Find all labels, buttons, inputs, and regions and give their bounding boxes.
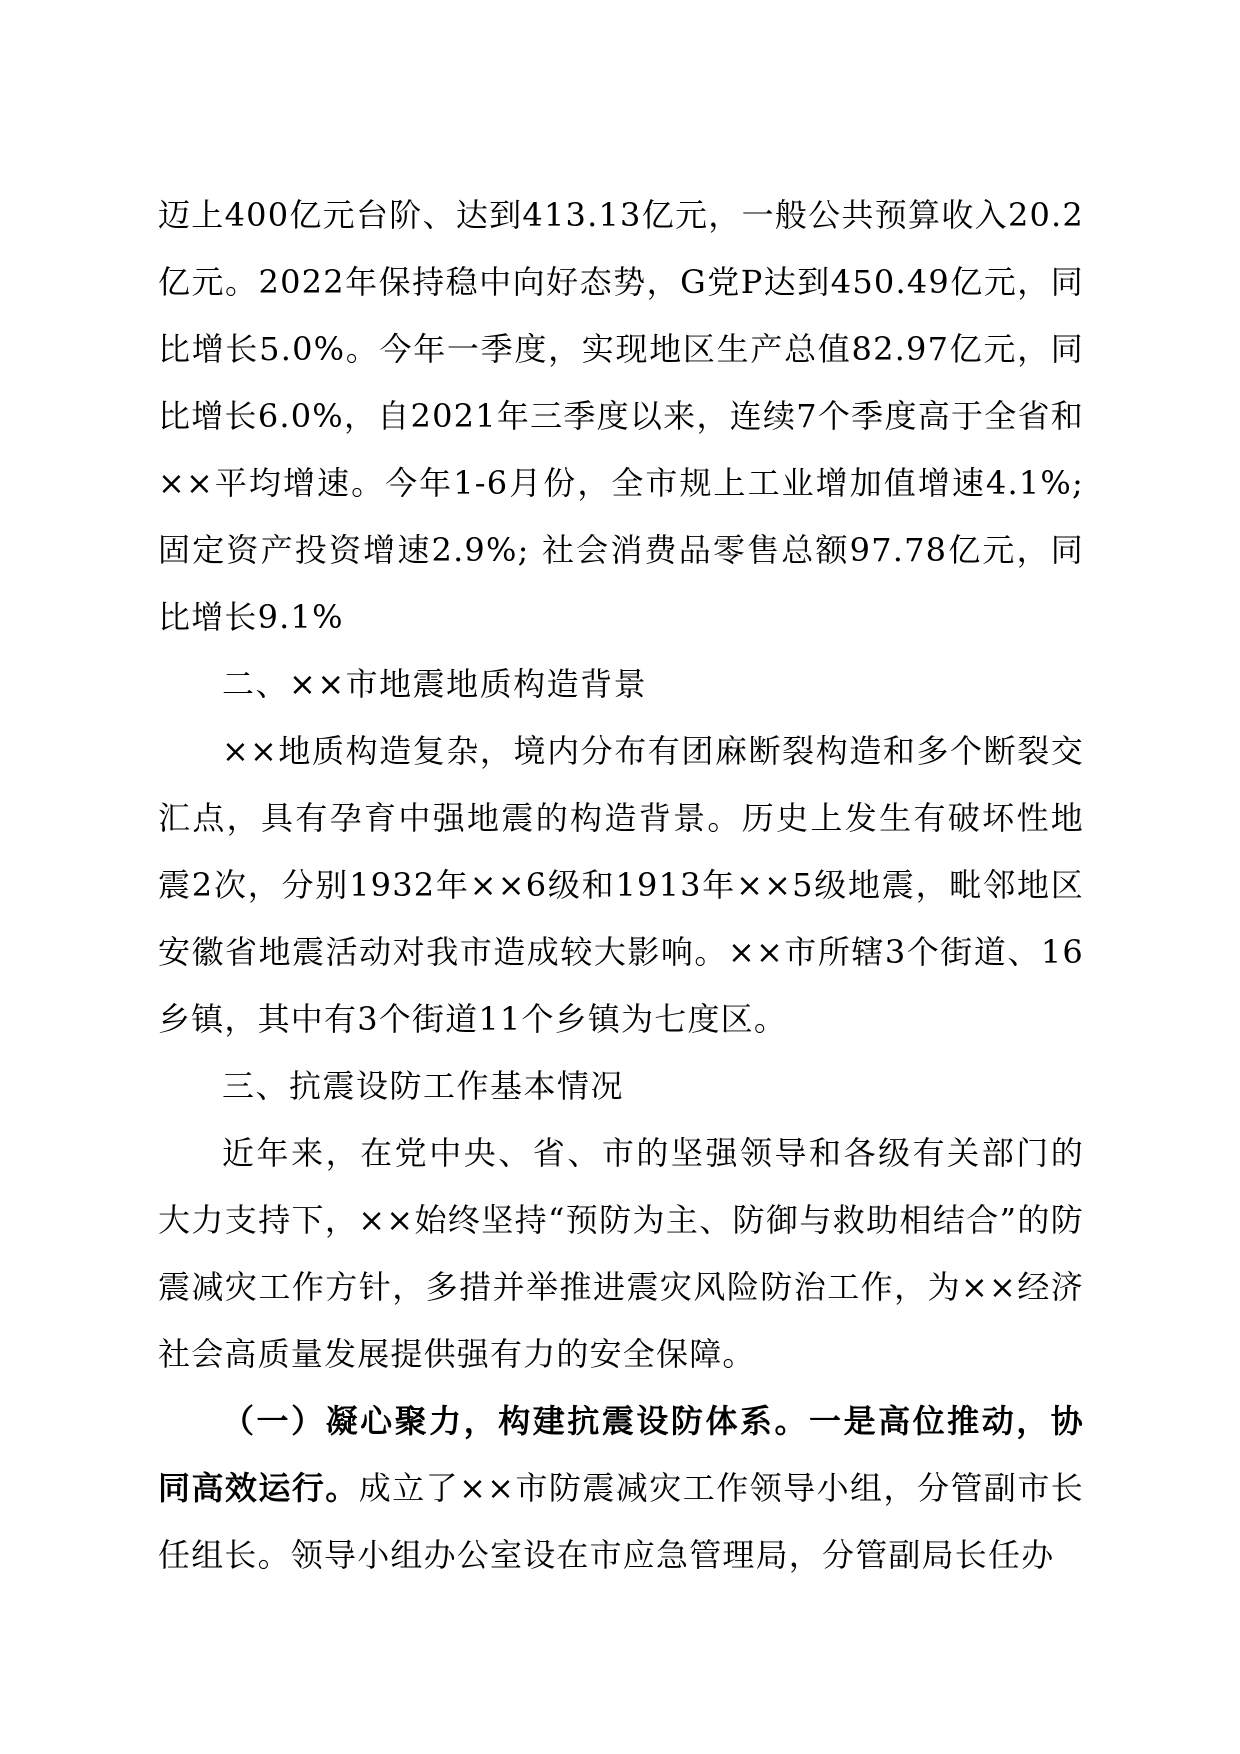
section-heading-geology: 二、××市地震地质构造背景 <box>222 665 648 703</box>
system-building-lead: （一）凝心聚力，构建抗震设防体系。一是高位推动，协同高效运行。 <box>158 1402 1084 1507</box>
seismic-defense-paragraph: 近年来，在党中央、省、市的坚强领导和各级有关部门的大力支持下，××始终坚持“预防为主、防御与救助相结合”的防震减灾工作方针，多措并举推进震灾风险防治工作，为××经济社会高质量发展提供强有力的安全保障。 <box>158 1134 1084 1373</box>
economy-paragraph: 迈上400亿元台阶、达到413.13亿元，一般公共预算收入20.2亿元。2022年保持稳中向好态势，G党P达到450.49亿元，同比增长5.0%。今年一季度，实现地区生产总值82.97亿元，同比增长6.0%，自2021年三季度以来，连续7个季度高于全省和××平均增速。今年1-6月份，全市规上工业增加值增速4.1%;固定资产投资增速2.9%; 社会消费品零售总额97.78亿元，同比增长9.1% <box>158 196 1084 636</box>
section-heading-seismic-defense: 三、抗震设防工作基本情况 <box>222 1067 625 1105</box>
system-building-paragraph <box>158 1388 1084 1589</box>
geology-paragraph: ××地质构造复杂，境内分布有团麻断裂构造和多个断裂交汇点，具有孕育中强地震的构造背景。历史上发生有破坏性地震2次，分别1932年××6级和1913年××5级地震，毗邻地区安徽省地震活动对我市造成较大影响。××市所辖3个街道、16乡镇，其中有3个街道11个乡镇为七度区。 <box>158 732 1084 1038</box>
system-building-text: 成立了××市防震减灾工作领导小组，分管副市长任组长。领导小组办公室设在市应急管理局，分管副局长任办 <box>158 1469 1084 1574</box>
document-body <box>158 182 1084 1589</box>
